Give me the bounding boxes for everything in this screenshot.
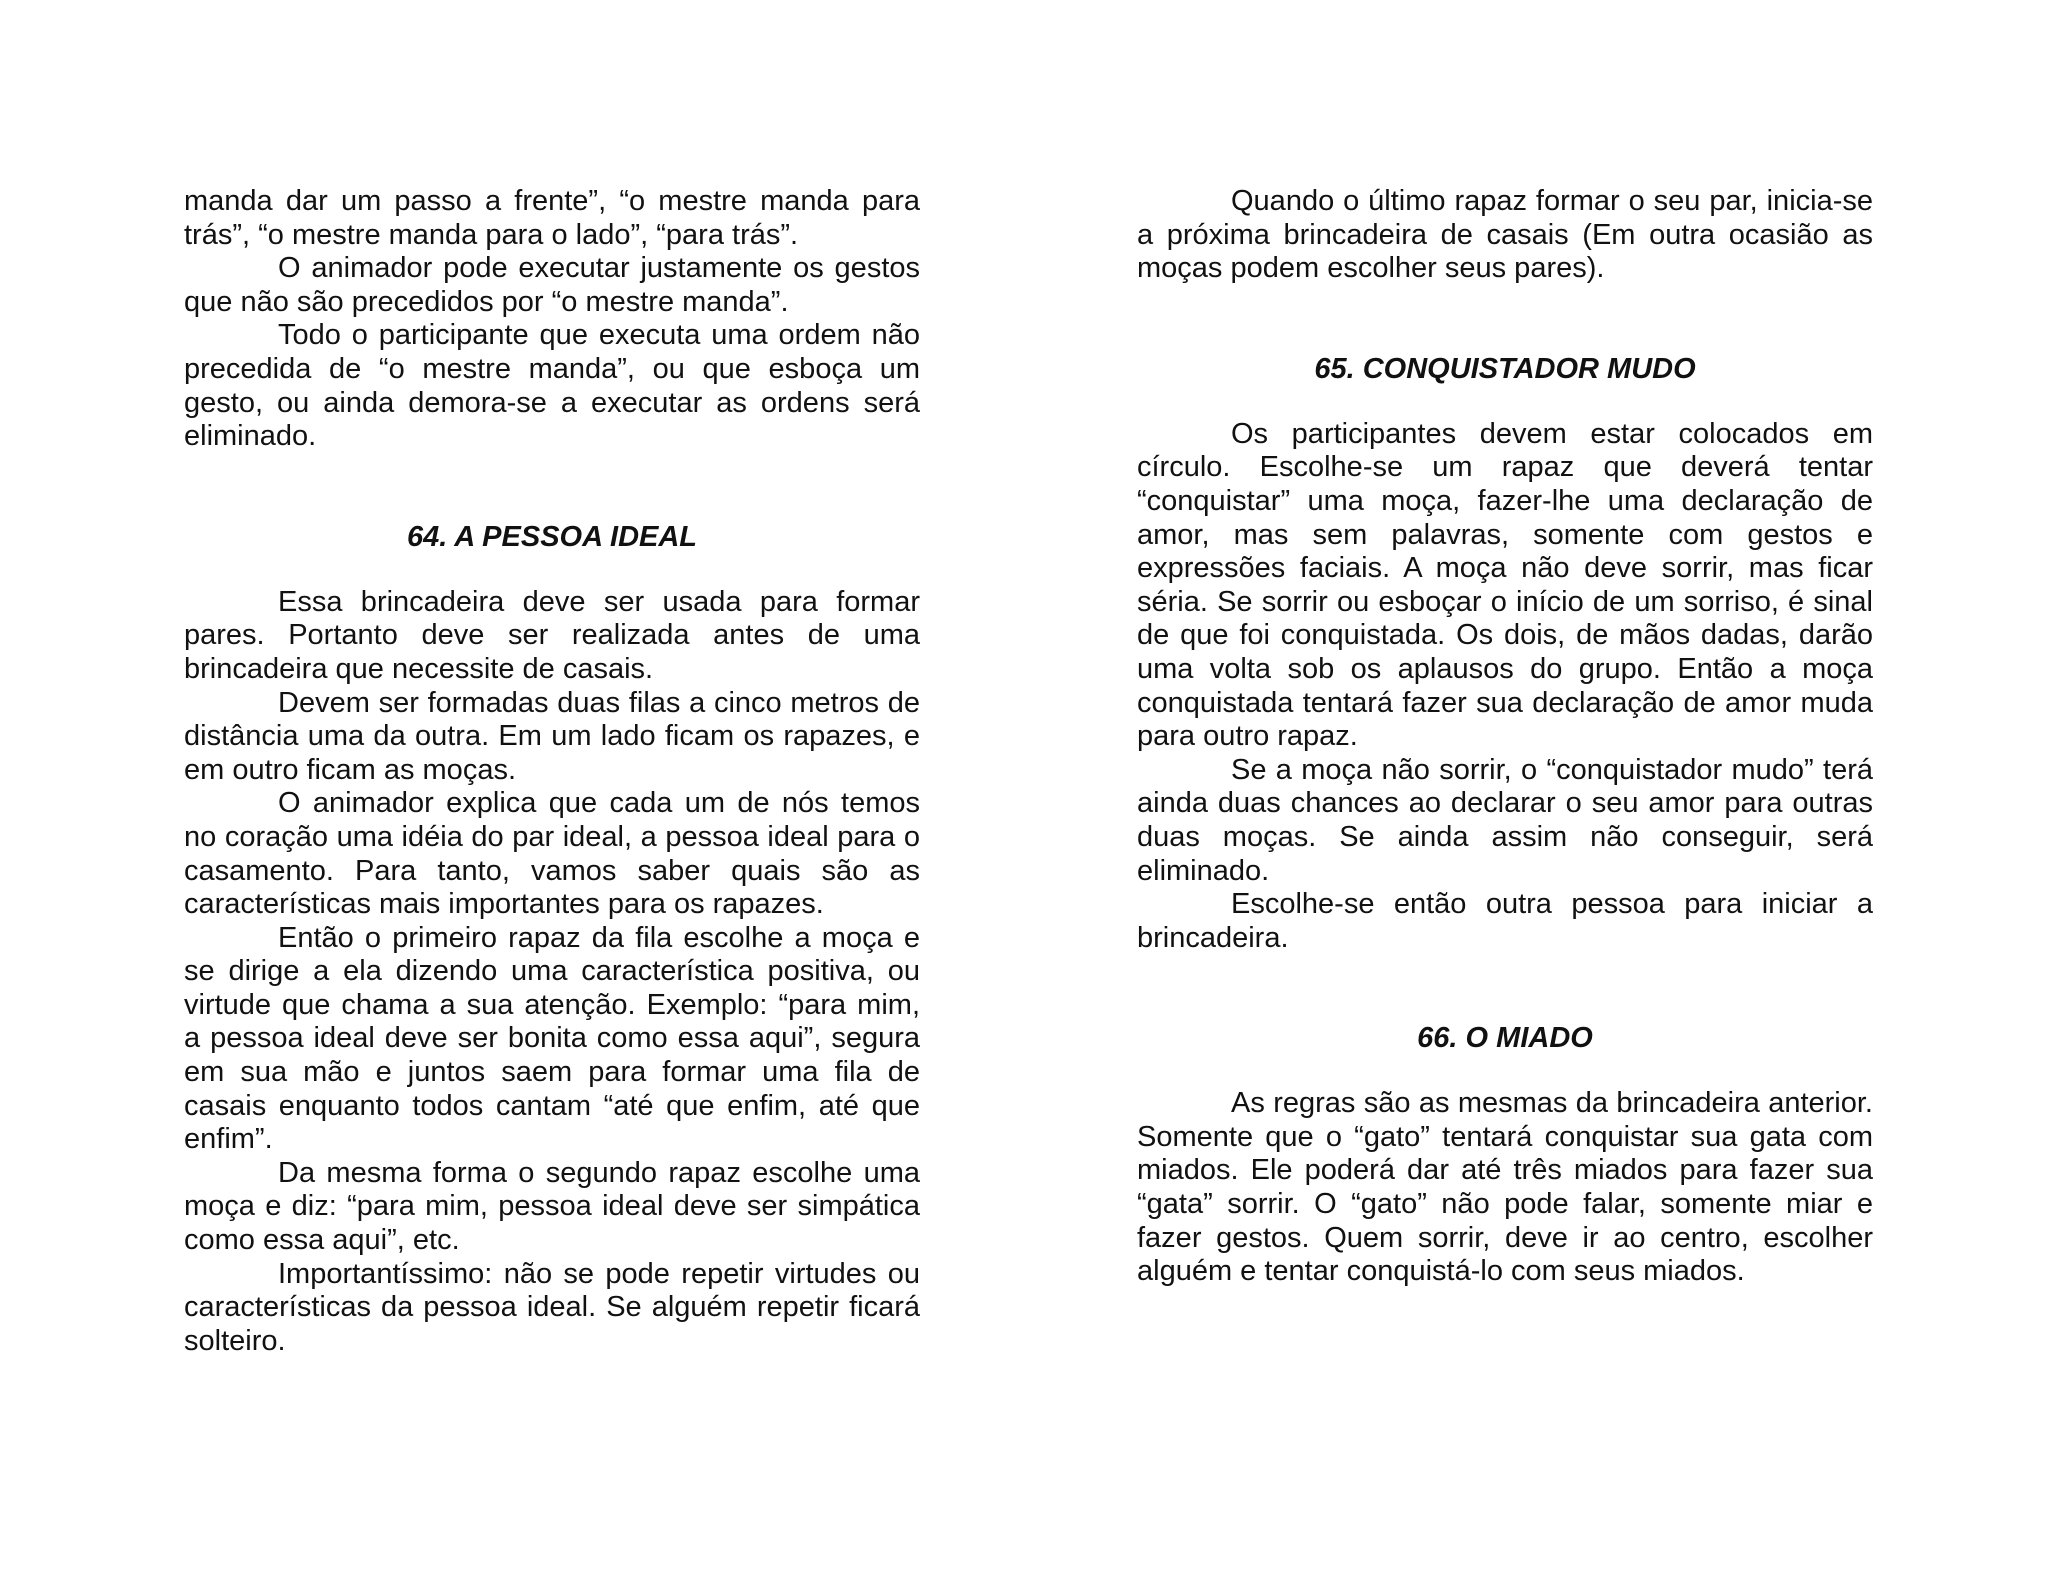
paragraph: Importantíssimo: não se pode repetir virtudes ou características da pessoa ideal. Se alguém repetir ficará solteiro. bbox=[184, 1257, 920, 1357]
paragraph: Os participantes devem estar colocados em círculo. Escolhe-se um rapaz que deverá tentar “conquistar” uma moça, fazer-lhe uma declaração de amor, mas sem palavras, somente com gestos e expressões faciais. A moça não deve sorrir, mas ficar séria. Se sorrir ou esboçar o início de um sorriso, é sinal de que foi conquistada. Os dois, de mãos dadas, darão uma volta sob os aplausos do grupo. Então a moça conquistada tentará fazer sua declaração de amor muda para outro rapaz. bbox=[1137, 417, 1873, 753]
section-heading-64: 64. A PESSOA IDEAL bbox=[406, 520, 698, 553]
paragraph: Essa brincadeira deve ser usada para formar pares. Portanto deve ser realizada antes de uma brincadeira que necessite de casais. bbox=[184, 585, 920, 685]
left-column bbox=[184, 185, 920, 1358]
paragraph: Quando o último rapaz formar o seu par, inicia-se a próxima brincadeira de casais (Em outra ocasião as moças podem escolher seus pares). bbox=[1137, 185, 1873, 285]
section-heading-65: 65. CONQUISTADOR MUDO bbox=[1314, 352, 1696, 385]
paragraph: Escolhe-se então outra pessoa para iniciar a brincadeira. bbox=[1137, 888, 1873, 954]
paragraph: Se a moça não sorrir, o “conquistador mudo” terá ainda duas chances ao declarar o seu amor para outras duas moças. Se ainda assim não conseguir, será eliminado. bbox=[1137, 753, 1873, 887]
paragraph: Devem ser formadas duas filas a cinco metros de distância uma da outra. Em um lado ficam os rapazes, e em outro ficam as moças. bbox=[184, 686, 920, 786]
paragraph: O animador explica que cada um de nós temos no coração uma idéia do par ideal, a pessoa ideal para o casamento. Para tanto, vamos saber quais são as características mais importantes para os rapazes. bbox=[184, 787, 920, 921]
paragraph: O animador pode executar justamente os gestos que não são precedidos por “o mestre manda”. bbox=[184, 252, 920, 318]
paragraph: Da mesma forma o segundo rapaz escolhe uma moça e diz: “para mim, pessoa ideal deve ser simpática como essa aqui”, etc. bbox=[184, 1156, 920, 1257]
paragraph: manda dar um passo a frente”, “o mestre manda para trás”, “o mestre manda para o lado”, “para trás”. bbox=[184, 185, 920, 251]
paragraph: Todo o participante que executa uma ordem não precedida de “o mestre manda”, ou que esboça um gesto, ou ainda demora-se a executar as ordens será eliminado. bbox=[184, 319, 920, 453]
right-column bbox=[1137, 185, 1873, 1289]
paragraph: Então o primeiro rapaz da fila escolhe a moça e se dirige a ela dizendo uma característica positiva, ou virtude que chama a sua atenção. Exemplo: “para mim, a pessoa ideal deve ser bonita como essa aqui”, segura em sua mão e juntos saem para formar uma fila de casais enquanto todos cantam “até que enfim, até que enfim”. bbox=[184, 921, 920, 1156]
section-heading-66: 66. O MIADO bbox=[1417, 1022, 1593, 1055]
paragraph: As regras são as mesmas da brincadeira anterior. Somente que o “gato” tentará conquistar sua gata com miados. Ele poderá dar até três miados para fazer sua “gata” sorrir. O “gato” não pode falar, somente miar e fazer gestos. Quem sorrir, deve ir ao centro, escolher alguém e tentar conquistá-lo com seus miados. bbox=[1137, 1087, 1873, 1288]
